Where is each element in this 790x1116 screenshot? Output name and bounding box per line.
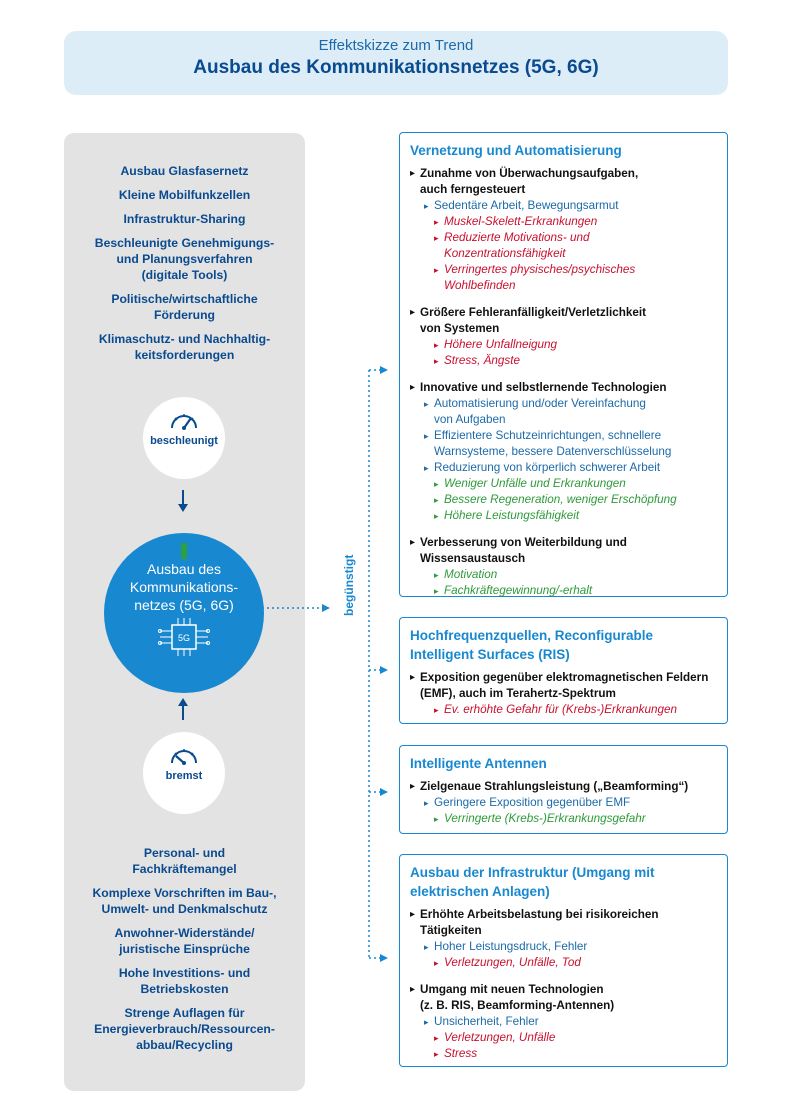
effect-box-high-frequency [399,617,728,724]
accelerating-factor: Beschleunigte Genehmigungs- und Planungsverfahren (digitale Tools) [94,236,275,282]
trend-label: Ausbau des Kommunikations- netzes (5G, 6G) [129,561,239,613]
effect-box-antennas [399,745,728,834]
connector-label [330,554,370,650]
negative-effect: ▸ Muskel-Skelett-Erkrankungen [410,214,717,230]
effect-subitem: ▸ Geringere Exposition gegenüber EMF [410,795,717,811]
page-title: Ausbau des Kommunikationsnetzes (5G, 6G) [193,57,599,78]
effect-subitem: ▸ Effizientere Schutzeinrichtungen, schnellere Warnsysteme, bessere Datenverschlüsselung [410,428,717,460]
positive-effect: ▸ Bessere Regeneration, weniger Erschöpfung [410,492,717,508]
negative-effect: ▸ Höhere Unfallneigung [410,337,717,353]
effect-item: ▸ Umgang mit neuen Technologien (z. B. RIS, Beamforming-Antennen) [410,982,717,1014]
negative-effect: ▸ Verringertes physisches/psychisches Wohlbefinden [410,262,717,294]
negative-effect: ▸ Ev. erhöhte Gefahr für (Krebs-)Erkrankungen [410,702,717,718]
negative-effect: ▸ Reduzierte Motivations- und Konzentrationsfähigkeit [410,230,717,262]
accelerating-factor: Klimaschutz- und Nachhaltig- keitsforderungen [98,332,271,362]
braking-factor: Personal- und Fachkräftemangel [132,846,237,876]
negative-effect: ▸ Stress, Ängste [410,353,717,369]
negative-effect: ▸ Verletzungen, Unfälle [410,1030,717,1046]
box-title: Hochfrequenzquellen, Reconfigurable Intelligent Surfaces (RIS) [410,628,654,662]
box-title: Intelligente Antennen [410,756,547,771]
connector-label-text: begünstigt [342,554,356,616]
effect-subitem: ▸ Unsicherheit, Fehler [410,1014,717,1030]
effect-subitem: ▸ Sedentäre Arbeit, Bewegungsarmut [410,198,717,214]
negative-effect: ▸ Verletzungen, Unfälle, Tod [410,955,717,971]
accelerating-factor: Ausbau Glasfasernetz [120,164,249,178]
accelerating-factor: Kleine Mobilfunkzellen [118,188,251,202]
box-title: Vernetzung und Automatisierung [410,143,622,158]
braking-factor: Komplexe Vorschriften im Bau-, Umwelt- und Denkmalschutz [92,886,277,916]
effect-box-infrastructure [399,854,728,1067]
braking-factor: Hohe Investitions- und Betriebskosten [118,966,251,996]
positive-effect: ▸ Motivation [410,567,717,583]
gauge-label: beschleunigt [150,435,218,447]
effect-item: ▸ Erhöhte Arbeitsbelastung bei risikoreichen Tätigkeiten [410,907,717,939]
positive-effect: ▸ Weniger Unfälle und Erkrankungen [410,476,717,492]
gauge-label: bremst [165,770,203,782]
effect-item: ▸ Verbesserung von Weiterbildung und Wissensaustausch [410,535,717,567]
chip-text: 5G [177,633,191,643]
negative-effect: ▸ Stress [410,1046,717,1062]
effect-subitem: ▸ Reduzierung von körperlich schwerer Arbeit [410,460,717,476]
effect-item: ▸ Exposition gegenüber elektromagnetischen Feldern (EMF), auch im Terahertz-Spektrum [410,670,717,702]
effect-subitem: ▸ Hoher Leistungsdruck, Fehler [410,939,717,955]
box-title: Ausbau der Infrastruktur (Umgang mit elektrischen Anlagen) [410,865,655,899]
effect-item: ▸ Zunahme von Überwachungsaufgaben, auch ferngesteuert [410,166,717,198]
positive-effect: ▸ Fachkräftegewinnung/-erhalt [410,583,717,599]
accelerating-factor: Politische/wirtschaftliche Förderung [111,292,258,322]
braking-factor: Anwohner-Widerstände/ juristische Einsprüche [114,926,255,956]
effect-subitem: ▸ Automatisierung und/oder Vereinfachung von Aufgaben [410,396,717,428]
accelerating-factor: Infrastruktur-Sharing [123,212,246,226]
effect-item: ▸ Zielgenaue Strahlungsleistung („Beamforming“) [410,779,717,795]
braking-factor: Strenge Auflagen für Energieverbrauch/Ressourcen- abbau/Recycling [94,1006,275,1052]
effect-item: ▸ Größere Fehleranfälligkeit/Verletzlichkeit von Systemen [410,305,717,337]
effect-box-networking [399,132,728,597]
positive-effect: ▸ Verringerte (Krebs-)Erkrankungsgefahr [410,811,717,827]
effect-item: ▸ Innovative und selbstlernende Technologien [410,380,717,396]
page-subtitle: Effektskizze zum Trend [318,37,474,54]
positive-effect: ▸ Höhere Leistungsfähigkeit [410,508,717,524]
